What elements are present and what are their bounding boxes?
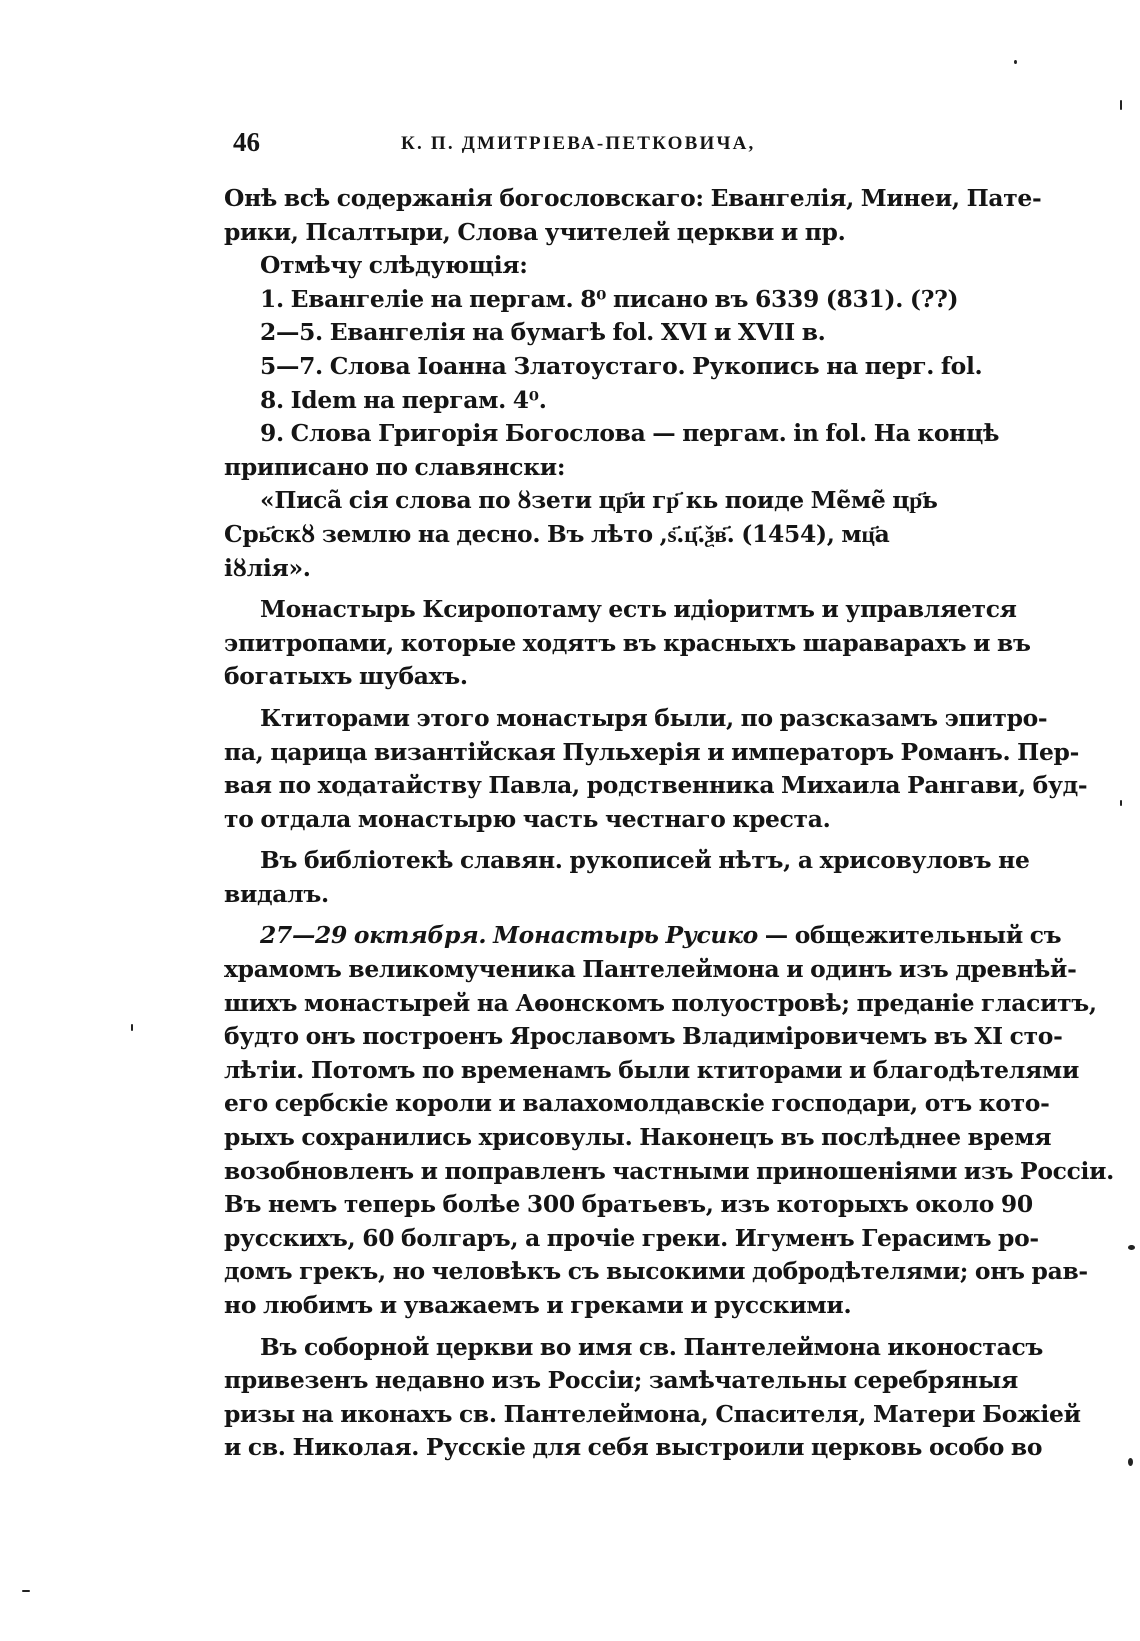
text-line: будто онъ построенъ Ярославомъ Владиміровичемъ въ XI сто- <box>224 1022 1063 1051</box>
text-line: лѣтіи. Потомъ по временамъ были ктиторами и благодѣтелями <box>224 1055 1079 1084</box>
list-item-continuation <box>224 451 1004 485</box>
text-line: рыхъ сохранились хрисовулы. Наконецъ въ послѣднее время <box>224 1123 1052 1152</box>
list-item: 5—7. Слова Іоанна Златоустаго. Рукопись на перг. fol. <box>260 351 983 380</box>
text-line <box>224 919 1062 953</box>
paragraph-xiropotamou <box>224 593 1031 694</box>
intro-paragraph <box>224 182 1042 249</box>
page-number: 46 <box>233 127 260 157</box>
text-line: богатыхъ шубахъ. <box>224 662 468 691</box>
text-line: шихъ монастырей на Аѳонскомъ полуостровѣ; преданіе гласитъ, <box>224 988 1097 1017</box>
text-line: приписано по славянски: <box>224 452 566 481</box>
paragraph-cathedral <box>224 1331 1081 1465</box>
scan-speck <box>1014 60 1017 64</box>
paragraph-ktitors <box>224 702 1088 836</box>
text-line: рики, Псалтыри, Слова учителей церкви и пр. <box>224 217 846 246</box>
church-slavonic-quote <box>224 484 1004 585</box>
scan-speck <box>1128 1458 1133 1466</box>
list-item: 1. Евангеліе на пергам. 8⁰ писано въ 6339 (831). (??) <box>260 284 959 313</box>
page-body <box>224 182 1114 1465</box>
text-line: Въ соборной церкви во имя св. Пантелеймона иконостасъ <box>260 1332 1044 1361</box>
paragraph-rusiko <box>224 919 1114 1322</box>
text-line: видалъ. <box>224 879 329 908</box>
text-line: то отдала монастырю часть честнаго креста. <box>224 804 831 833</box>
scan-speck <box>1128 1245 1135 1250</box>
running-title: К. П. ДМИТРІЕВА-ПЕТКОВИЧА, <box>401 133 756 154</box>
text-line: Ктиторами этого монастыря были, по разсказамъ эпитро- <box>260 703 1048 732</box>
scan-speck <box>1120 800 1122 806</box>
text-line: возобновленъ и поправленъ частными приношеніями изъ Россіи. <box>224 1156 1114 1185</box>
text-line: домъ грекъ, но человѣкъ съ высокими добродѣтелями; онъ рав- <box>224 1257 1088 1286</box>
scan-speck <box>131 1024 133 1031</box>
text-line: ризы на иконахъ св. Пантелеймона, Спасителя, Матери Божіей <box>224 1399 1081 1428</box>
list-intro: Отмѣчу слѣдующія: <box>260 251 528 280</box>
text-line: вая по ходатайству Павла, родственника Михаила Рангави, буд- <box>224 771 1088 800</box>
text-line: Въ библіотекѣ славян. рукописей нѣтъ, а хрисовуловъ не <box>260 846 1030 875</box>
text-line: и св. Николая. Русскіе для себя выстроили церковь особо во <box>224 1433 1043 1462</box>
text-line: привезенъ недавно изъ Россіи; замѣчательны серебряныя <box>224 1366 1019 1395</box>
text-line: русскихъ, 60 болгаръ, а прочіе греки. Игуменъ Герасимъ ро- <box>224 1223 1039 1252</box>
list-item: 8. Idem на пергам. 4⁰. <box>260 385 547 414</box>
scan-speck <box>1120 100 1122 110</box>
text-line: Монастырь Ксиропотаму есть идіоритмъ и управляется <box>260 595 1017 624</box>
text-line: іȣлія». <box>224 553 311 582</box>
text-line: храмомъ великомученика Пантелеймона и одинъ изъ древнѣй- <box>224 955 1077 984</box>
text-line: его сербскіе короли и валахомолдавскіе господари, отъ кото- <box>224 1089 1050 1118</box>
text-line: Онѣ всѣ содержанія богословскаго: Евангелія, Минеи, Пате- <box>224 184 1042 212</box>
text-line: Въ немъ теперь болѣе 300 братьевъ, изъ которыхъ около 90 <box>224 1190 1033 1219</box>
list-item: 2—5. Евангелія на бумагѣ fol. XVI и XVII в. <box>260 318 826 347</box>
text-line: Срь҃скȣ землю на десно. Въ лѣто ,ѕ҃.ц҃.ѯв҃. (1454), мц҃а <box>224 519 890 548</box>
list-item: 9. Слова Григорія Богослова — пергам. in fol. На концѣ <box>260 419 1000 448</box>
text-line: эпитропами, которые ходятъ въ красныхъ шараварахъ и въ <box>224 628 1031 657</box>
text-line: но любимъ и уважаемъ и греками и русскими. <box>224 1291 852 1319</box>
date-heading: 27—29 октября. Монастырь Русико <box>260 921 758 950</box>
page-header <box>233 127 1008 167</box>
text-fragment: — общежительный съ <box>757 921 1062 950</box>
text-line: «Писа̃ сія слова по ȣзети цр҃и гр҃ кь поиде Ме̃ме̃ цр҃ь <box>260 486 938 515</box>
paragraph-library <box>224 844 1030 911</box>
text-line: па, царица византійская Пульхерія и императоръ Романъ. Пер- <box>224 737 1080 766</box>
scan-speck <box>22 1590 30 1592</box>
